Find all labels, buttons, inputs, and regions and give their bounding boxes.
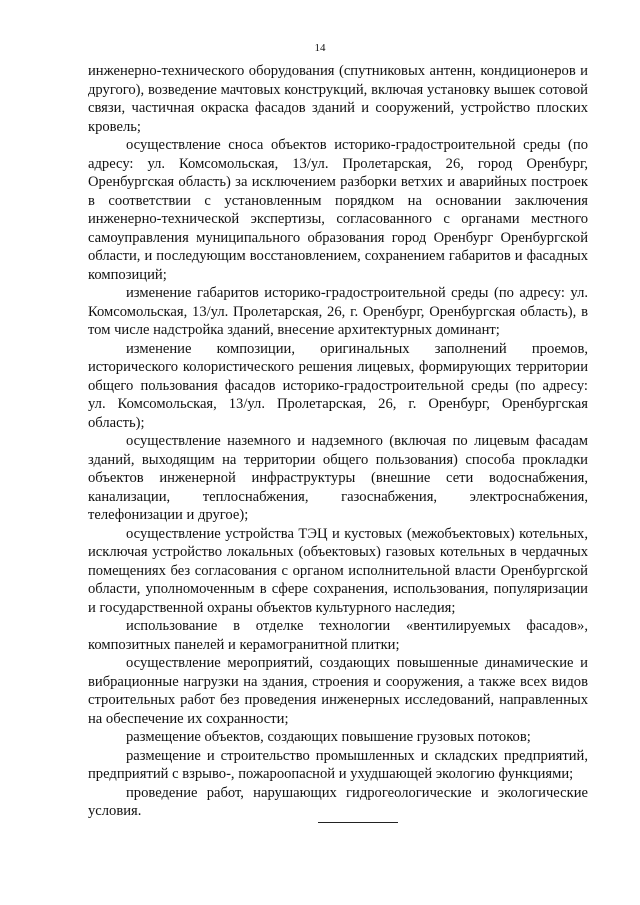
paragraph-composition: изменение композиции, оригинальных заполнений проемов, исторического колористического решения лицевых, формирующих территории общего пользования фасадов историко-градостроительной среды (по адресу: ул. Комсомольская, 13/ул. Пролетарская, 26, г. Оренбург, Оренбургская область); [88,340,588,431]
paragraph-industrial-enterprises: размещение и строительство промышленных и складских предприятий, предприятий с взрыво-, пожароопасной и ухудшающей экологию функциями; [88,747,588,782]
paragraph-vibration-loads: осуществление мероприятий, создающих повышенные динамические и вибрационные нагрузки на здания, строения и сооружения, а также всех видов строительных работ без проведения инженерных исследований, направленных на обеспечение их сохранности; [88,655,588,727]
paragraph-facades: использование в отделке технологии «вентилируемых фасадов», композитных панелей и керамогранитной плитки; [88,618,588,653]
page-number: 14 [314,42,326,54]
end-of-document-rule [318,822,398,823]
paragraph-hydrogeology: проведение работ, нарушающих гидрогеологические и экологические условия. [88,784,588,819]
paragraph-continuation: инженерно-технического оборудования (спутниковых антенн, кондиционеров и другого), возведение мачтовых конструкций, включая установку вышек сотовой связи, частичная окраска фасадов зданий и сооружений, устройство плоских кровель; [88,63,588,135]
paragraph-freight-traffic: размещение объектов, создающих повышение грузовых потоков; [126,729,531,745]
paragraph-boiler-houses: осуществление устройства ТЭЦ и кустовых (межобъектовых) котельных, исключая устройство локальных (объектовых) газовых котельных в чердачных помещениях без согласования с органом исполнительной власти Оренбургской области, уполномоченным в сфере сохранения, использования, популяризации и государственной охраны объектов культурного наследия; [88,525,588,616]
paragraph-dimensions: изменение габаритов историко-градостроительной среды (по адресу: ул. Комсомольская, 13/ул. Пролетарская, 26, г. Оренбург, Оренбургская область), в том числе надстройка зданий, внесение архитектурных доминант; [88,285,588,338]
paragraph-demolition: осуществление сноса объектов историко-градостроительной среды (по адресу: ул. Комсомольская, 13/ул. Пролетарская, 26, город Оренбург, Оренбургская область) за исключением разборки ветхих и аварийных построек в соответствии с установленным порядком на основании заключения инженерно-технической экспертизы, согласованного с органами местного самоуправления муниципального образования город Оренбург Оренбургской области, и последующим восстановлением, сохранением габаритов и фасадных композиций; [88,137,588,283]
paragraph-infrastructure: осуществление наземного и надземного (включая по лицевым фасадам зданий, выходящим на территории общего пользования) способа прокладки объектов инженерной инфраструктуры (внешние сети водоснабжения, канализации, теплоснабжения, газоснабжения, электроснабжения, телефонизации и другое); [88,433,588,523]
document-body [88,62,588,821]
